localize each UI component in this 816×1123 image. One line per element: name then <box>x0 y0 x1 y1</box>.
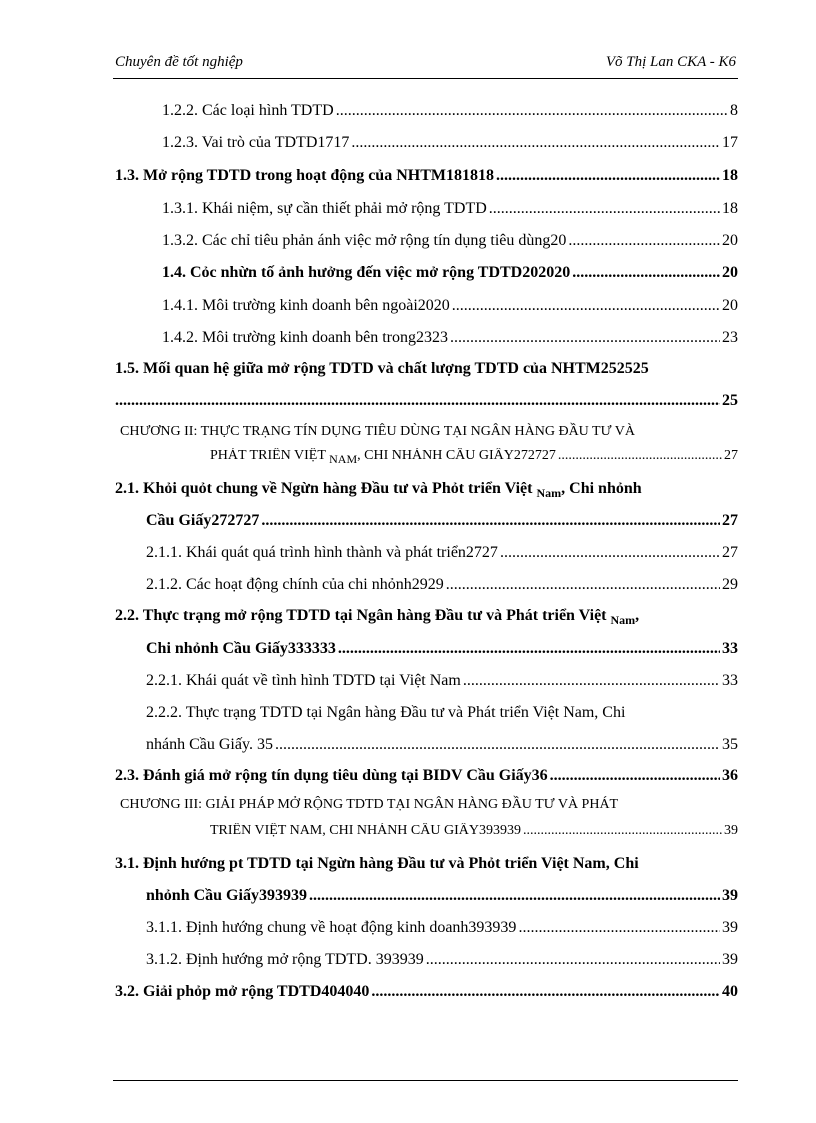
toc-leader-dots <box>496 167 720 185</box>
toc-leader-dots <box>558 448 722 464</box>
toc-entry-title: Cầu Giấy272727 <box>146 512 260 529</box>
toc-entry[interactable] <box>162 264 738 282</box>
toc-entry[interactable] <box>115 392 738 410</box>
toc-leader-dots <box>351 134 720 152</box>
footer-rule <box>113 1080 738 1081</box>
toc-entry-title[interactable]: 2.2. Thực trạng mở rộng TDTD tại Ngân hàng Đầu tư và Phát triển Việt $_{Nam}$, <box>115 607 640 627</box>
toc-entry-page: 25 <box>722 392 738 409</box>
toc-leader-dots <box>309 887 720 905</box>
toc-entry-title: 1.3.1. Khái niệm, sự cần thiết phải mở rộng TDTD <box>162 200 487 217</box>
toc-entry[interactable] <box>146 951 738 969</box>
toc-entry-page: 20 <box>722 232 738 249</box>
toc-leader-dots <box>463 672 720 690</box>
toc-entry-title: 2.2.1. Khái quát về tình hình TDTD tại Việt Nam <box>146 672 461 689</box>
toc-entry[interactable] <box>146 919 738 937</box>
toc-leader-dots <box>572 264 720 282</box>
toc-entry-title[interactable]: 3.1. Định hướng pt TDTD tại Ngừn hàng Đầu tư và Phỏt triển Việt Nam, Chi <box>115 855 639 872</box>
toc-entry-title: 1.2.3. Vai trò của TDTD1717 <box>162 134 350 151</box>
toc-entry-page: 23 <box>722 329 738 346</box>
toc-leader-dots <box>500 544 720 562</box>
toc-leader-dots <box>450 329 720 347</box>
toc-entry-title: 3.1.2. Định hướng mở rộng TDTD. 393939 <box>146 951 424 968</box>
toc-entry-title: TRIỂN VIỆT NAM, CHI NHÁNH CẦU GIẤY393939 <box>210 823 521 838</box>
toc-entry[interactable] <box>146 512 738 530</box>
toc-entry-title[interactable]: 2.1. Khỏi quỏt chung về Ngừn hàng Đầu tư và Phỏt triển Việt $_{Nam}$, Chi nhỏnh <box>115 480 642 500</box>
toc-entry-title: 1.3.2. Các chỉ tiêu phản ánh việc mở rộng tín dụng tiêu dùng20 <box>162 232 567 249</box>
toc-entry-page: 18 <box>722 200 738 217</box>
toc-entry[interactable] <box>146 640 738 658</box>
toc-entry-title: 3.1.1. Định hướng chung về hoạt động kinh doanh393939 <box>146 919 517 936</box>
toc-entry[interactable] <box>210 448 738 464</box>
toc-entry-page: 27 <box>722 544 738 561</box>
toc-entry[interactable] <box>146 736 738 754</box>
toc-entry[interactable] <box>162 200 738 218</box>
header-right-text: Võ Thị Lan CKA - K6 <box>605 54 736 70</box>
toc-entry-title: 3.2. Giải phỏp mở rộng TDTD404040 <box>115 983 370 1000</box>
toc-entry-page: 40 <box>722 983 738 1000</box>
toc-leader-dots <box>489 200 720 218</box>
header-rule <box>113 78 738 79</box>
toc-entry-title: 2.1.1. Khái quát quá trình hình thành và phát triển2727 <box>146 544 498 561</box>
toc-entry[interactable] <box>115 767 738 785</box>
toc-entry-title: 1.4.2. Môi trường kinh doanh bên trong2323 <box>162 329 448 346</box>
toc-leader-dots <box>261 512 720 530</box>
toc-entry-title: PHÁT TRIỂN VIỆT NAM, CHI NHÁNH CẦU GIẤY272727 <box>210 448 556 464</box>
toc-entry-title: 1.4.1. Môi trường kinh doanh bên ngoài2020 <box>162 297 450 314</box>
toc-entry[interactable] <box>146 544 738 562</box>
chapter-heading-line[interactable]: CHƯƠNG III: GIẢI PHÁP MỞ RỘNG TDTD TẠI NGÂN HÀNG ĐẦU TƯ VÀ PHÁT <box>120 797 619 812</box>
toc-leader-dots <box>446 576 720 594</box>
toc-leader-dots <box>336 102 728 120</box>
toc-entry[interactable] <box>146 672 738 690</box>
chapter-heading-line[interactable]: CHƯƠNG II: THỰC TRẠNG TÍN DỤNG TIÊU DÙNG TẠI NGÂN HÀNG ĐẦU TƯ VÀ <box>120 424 635 439</box>
toc-entry-page: 18 <box>722 167 738 184</box>
toc-entry-page: 39 <box>722 951 738 968</box>
toc-entry[interactable] <box>162 329 738 347</box>
toc-entry[interactable] <box>115 167 738 185</box>
toc-entry-page: 39 <box>722 919 738 936</box>
toc-entry-page: 20 <box>722 264 738 281</box>
toc-entry-title[interactable]: 1.5. Mối quan hệ giữa mở rộng TDTD và chất lượng TDTD của NHTM252525 <box>115 360 649 377</box>
toc-entry-page: 8 <box>730 102 738 119</box>
toc-entry-page: 35 <box>722 736 738 753</box>
toc-entry-title: Chi nhỏnh Cầu Giấy333333 <box>146 640 336 657</box>
toc-leader-dots <box>115 392 720 410</box>
toc-entry-page: 36 <box>722 767 738 784</box>
toc-leader-dots <box>523 823 722 839</box>
toc-leader-dots <box>518 919 720 937</box>
toc-entry[interactable] <box>162 134 738 152</box>
toc-entry-page: 27 <box>724 448 738 463</box>
toc-entry-title: nhánh Cầu Giấy. 35 <box>146 736 273 753</box>
header-left-text: Chuyên đề tốt nghiệp <box>115 54 243 70</box>
toc-leader-dots <box>275 736 720 754</box>
toc-leader-dots <box>338 640 720 658</box>
toc-entry[interactable] <box>162 297 738 315</box>
toc-entry[interactable] <box>115 983 738 1001</box>
toc-entry-page: 33 <box>722 640 738 657</box>
toc-entry-page: 27 <box>722 512 738 529</box>
toc-entry-page: 20 <box>722 297 738 314</box>
toc-entry-page: 29 <box>722 576 738 593</box>
toc-entry-title: 1.2.2. Các loại hình TDTD <box>162 102 334 119</box>
toc-entry-title[interactable]: 2.2.2. Thực trạng TDTD tại Ngân hàng Đầu tư và Phát triển Việt Nam, Chi <box>146 704 626 721</box>
toc-entry-page: 39 <box>724 823 738 838</box>
toc-entry-page: 33 <box>722 672 738 689</box>
toc-leader-dots <box>568 232 720 250</box>
toc-entry-title: 2.3. Đánh giá mở rộng tín dụng tiêu dùng tại BIDV Cầu Giấy36 <box>115 767 548 784</box>
toc-leader-dots <box>452 297 720 315</box>
toc-entry-page: 17 <box>722 134 738 151</box>
page-header <box>113 52 738 78</box>
toc-entry[interactable] <box>162 232 738 250</box>
toc-entry-title: 1.4. Cỏc nhừn tố ảnh hưởng đến việc mở rộng TDTD202020 <box>162 264 571 281</box>
toc-entry-page: 39 <box>722 887 738 904</box>
toc-entry[interactable] <box>146 887 738 905</box>
toc-entry-title: 2.1.2. Các hoạt động chính của chi nhỏnh2929 <box>146 576 444 593</box>
toc-leader-dots <box>371 983 720 1001</box>
toc-entry[interactable] <box>146 576 738 594</box>
toc-leader-dots <box>550 767 720 785</box>
toc-entry[interactable] <box>162 102 738 120</box>
toc-entry-title: nhỏnh Cầu Giấy393939 <box>146 887 307 904</box>
toc-entry-title: 1.3. Mở rộng TDTD trong hoạt động của NHTM181818 <box>115 167 494 184</box>
toc-leader-dots <box>426 951 720 969</box>
toc-entry[interactable] <box>210 823 738 839</box>
